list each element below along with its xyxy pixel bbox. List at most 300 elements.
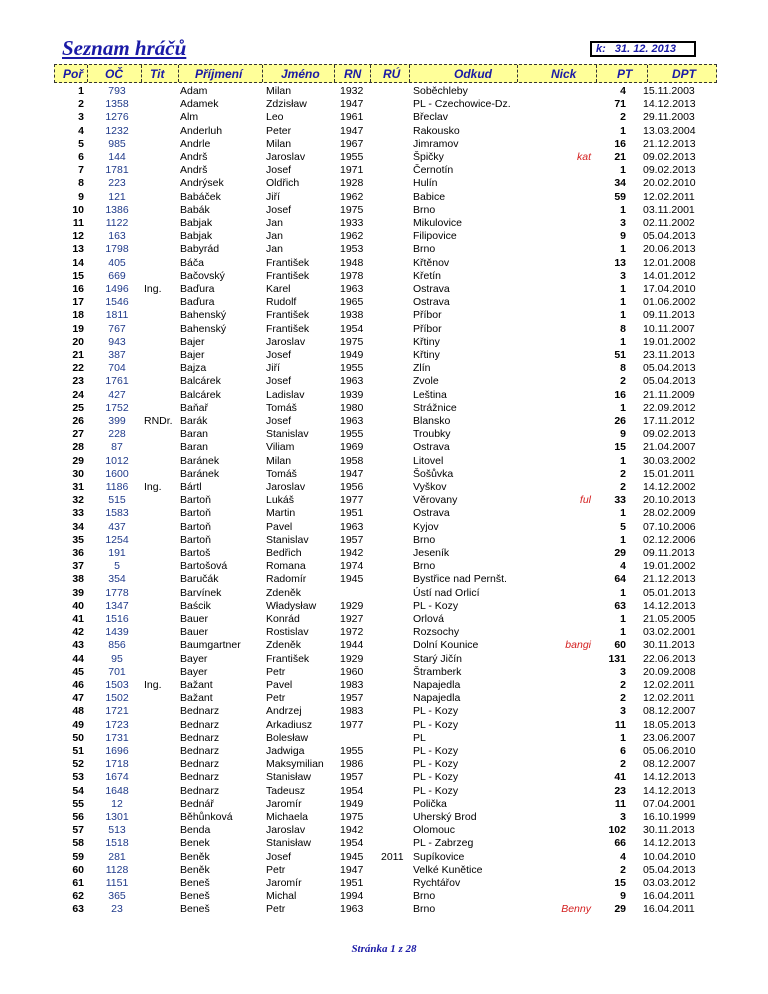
row-number: 24 xyxy=(72,388,84,401)
hometown: Brno xyxy=(413,890,436,903)
last-tournament-date: 09.02.2013 xyxy=(643,428,696,441)
first-name: Arkadiusz xyxy=(266,718,313,731)
birth-year: 1945 xyxy=(340,573,364,586)
table-row xyxy=(0,507,768,520)
player-id: 1546 xyxy=(105,296,129,309)
hometown: Šošůvka xyxy=(413,467,454,480)
row-number: 18 xyxy=(72,309,84,322)
first-name: Josef xyxy=(266,375,292,388)
first-name: Viliam xyxy=(266,441,295,454)
player-id: 1502 xyxy=(105,692,129,705)
tournament-count: 2 xyxy=(620,375,626,388)
first-name: Andrzej xyxy=(266,705,302,718)
surname: Bednarz xyxy=(180,705,220,718)
player-id: 1232 xyxy=(105,124,129,137)
tournament-count: 64 xyxy=(614,573,626,586)
hometown: PL - Kozy xyxy=(413,599,459,612)
row-number: 51 xyxy=(72,745,84,757)
surname: Baumgartner xyxy=(180,639,241,652)
surname: Barvínek xyxy=(180,586,222,599)
page-title: Seznam hráčů xyxy=(62,36,187,60)
surname: Bartoň xyxy=(180,494,211,507)
table-row xyxy=(0,177,768,190)
tournament-count: 4 xyxy=(620,850,626,863)
row-number: 38 xyxy=(72,573,84,586)
first-name: Maksymilian xyxy=(266,758,324,771)
birth-year: 1933 xyxy=(340,217,364,229)
first-name: Rudolf xyxy=(266,296,297,309)
first-name: Stanisław xyxy=(266,771,311,784)
birth-year: 1955 xyxy=(340,151,364,163)
hometown: Babice xyxy=(413,190,446,203)
last-tournament-date: 07.04.2001 xyxy=(643,797,696,810)
last-tournament-date: 03.11.2001 xyxy=(643,203,695,216)
surname: Baran xyxy=(180,428,209,441)
tournament-count: 41 xyxy=(614,771,626,784)
table-row xyxy=(0,494,768,507)
hometown: Napajedla xyxy=(413,679,461,691)
surname: Běhůnková xyxy=(180,811,233,823)
player-id: 669 xyxy=(108,269,126,282)
table-row xyxy=(0,547,768,560)
birth-year: 1963 xyxy=(340,903,364,916)
table-row xyxy=(0,877,768,890)
table-row xyxy=(0,257,768,270)
tournament-count: 11 xyxy=(614,718,626,731)
player-id: 191 xyxy=(108,547,126,559)
tournament-count: 15 xyxy=(614,877,626,889)
hometown: Zvole xyxy=(413,375,439,388)
row-number: 50 xyxy=(72,731,84,744)
hometown: PL - Kozy xyxy=(413,758,459,771)
row-number: 35 xyxy=(72,533,84,546)
first-name: Stanislav xyxy=(266,428,309,441)
header-prijmeni: Příjmení xyxy=(195,67,243,81)
row-number: 9 xyxy=(78,190,84,203)
birth-year: 1944 xyxy=(340,639,364,652)
first-name: Jaromír xyxy=(266,797,302,810)
header-rn: RN xyxy=(344,67,362,81)
tournament-count: 9 xyxy=(620,428,626,441)
table-row xyxy=(0,270,768,283)
last-tournament-date: 09.11.2013 xyxy=(643,547,695,559)
hometown: Supíkovice xyxy=(413,850,465,863)
row-number: 10 xyxy=(72,203,84,216)
surname: Bártl xyxy=(180,481,202,493)
surname: Babyrád xyxy=(180,243,220,256)
hometown: Strážnice xyxy=(413,401,457,414)
first-name: Bedřich xyxy=(266,547,302,559)
birth-year: 1928 xyxy=(340,177,364,190)
last-tournament-date: 10.04.2010 xyxy=(643,850,696,863)
birth-year: 1994 xyxy=(340,890,364,903)
header-por: Poř xyxy=(63,67,84,81)
last-tournament-date: 30.11.2013 xyxy=(643,824,695,837)
hometown: Špičky xyxy=(413,151,444,163)
table-row xyxy=(0,309,768,322)
surname: Baran xyxy=(180,441,209,454)
first-name: Josef xyxy=(266,415,292,427)
table-row xyxy=(0,428,768,441)
table-row xyxy=(0,851,768,864)
last-tournament-date: 01.06.2002 xyxy=(643,296,696,309)
hometown: Břeclav xyxy=(413,111,449,124)
surname: Baránek xyxy=(180,467,220,480)
last-tournament-date: 19.01.2002 xyxy=(643,335,696,348)
birth-year: 1947 xyxy=(340,863,364,876)
tournament-count: 3 xyxy=(620,811,626,823)
table-row xyxy=(0,587,768,600)
last-tournament-date: 09.02.2013 xyxy=(643,164,696,177)
last-tournament-date: 14.12.2013 xyxy=(643,784,696,797)
birth-year: 1955 xyxy=(340,362,364,375)
hometown: Dolní Kounice xyxy=(413,639,479,652)
table-row xyxy=(0,692,768,705)
player-id: 1496 xyxy=(105,283,129,295)
tournament-count: 1 xyxy=(620,626,626,639)
birth-year: 1971 xyxy=(340,164,364,177)
first-name: Josef xyxy=(266,349,292,361)
header-odkud: Odkud xyxy=(454,67,492,81)
table-row xyxy=(0,85,768,98)
row-number: 6 xyxy=(78,151,84,163)
player-id: 1301 xyxy=(105,811,129,823)
tournament-count: 4 xyxy=(620,560,626,573)
hometown: Kyjov xyxy=(413,520,439,533)
hometown: Ostrava xyxy=(413,296,450,309)
surname: Beneš xyxy=(180,877,210,889)
death-year: 2011 xyxy=(381,850,404,863)
hometown: PL - Czechowice-Dz. xyxy=(413,98,511,111)
birth-year: 1956 xyxy=(340,481,364,493)
tournament-count: 26 xyxy=(614,415,626,427)
row-number: 34 xyxy=(72,520,84,533)
header-nick: Nick xyxy=(551,67,577,81)
tournament-count: 2 xyxy=(620,481,626,493)
player-id: 515 xyxy=(108,494,126,507)
table-row xyxy=(0,639,768,652)
hometown: Brno xyxy=(413,203,436,216)
last-tournament-date: 14.12.2013 xyxy=(643,771,696,784)
last-tournament-date: 15.11.2003 xyxy=(643,85,695,97)
last-tournament-date: 08.12.2007 xyxy=(643,705,696,718)
row-number: 36 xyxy=(72,547,84,559)
last-tournament-date: 15.01.2011 xyxy=(643,467,695,480)
player-id: 1503 xyxy=(105,679,129,691)
last-tournament-date: 03.02.2001 xyxy=(643,626,696,639)
tournament-count: 29 xyxy=(614,547,626,559)
surname: Bartoň xyxy=(180,520,211,533)
tournament-count: 1 xyxy=(620,164,626,177)
date-value: 31. 12. 2013 xyxy=(614,43,677,55)
first-name: Josef xyxy=(266,164,292,177)
player-id: 1731 xyxy=(105,731,129,744)
last-tournament-date: 16.04.2011 xyxy=(643,890,695,903)
table-row xyxy=(0,771,768,784)
first-name: Leo xyxy=(266,111,284,124)
player-id: 437 xyxy=(108,520,126,533)
table-row xyxy=(0,362,768,375)
title: RNDr. xyxy=(144,415,173,427)
last-tournament-date: 14.12.2013 xyxy=(643,98,696,111)
hometown: PL - Kozy xyxy=(413,705,459,718)
last-tournament-date: 29.11.2003 xyxy=(643,111,695,124)
player-id: 1811 xyxy=(105,309,129,322)
hometown: Vyškov xyxy=(413,481,447,493)
hometown: PL xyxy=(413,731,426,744)
tournament-count: 3 xyxy=(620,665,626,678)
row-number: 19 xyxy=(72,322,84,335)
first-name: Jiří xyxy=(266,362,280,375)
birth-year: 1942 xyxy=(340,824,364,837)
birth-year: 1962 xyxy=(340,230,364,243)
first-name: Tomáš xyxy=(266,467,297,480)
last-tournament-date: 30.03.2002 xyxy=(643,454,696,467)
player-id: 1516 xyxy=(105,613,129,625)
nickname: bangi xyxy=(565,639,591,652)
player-id: 405 xyxy=(108,256,126,269)
table-row xyxy=(0,415,768,428)
surname: Bahenský xyxy=(180,309,227,322)
surname: Bednarz xyxy=(180,731,220,744)
player-id: 1254 xyxy=(105,533,129,546)
player-id: 793 xyxy=(108,85,126,97)
surname: Bartoň xyxy=(180,507,211,520)
tournament-count: 1 xyxy=(620,613,626,625)
tournament-count: 2 xyxy=(620,679,626,691)
table-row xyxy=(0,455,768,468)
table-row xyxy=(0,811,768,824)
hometown: Hulín xyxy=(413,177,438,190)
birth-year: 1954 xyxy=(340,837,364,850)
birth-year: 1960 xyxy=(340,665,364,678)
row-number: 17 xyxy=(72,296,84,309)
hometown: Litovel xyxy=(413,454,444,467)
surname: Bajer xyxy=(180,349,205,361)
player-id: 1600 xyxy=(105,467,129,480)
first-name: František xyxy=(266,322,310,335)
table-row xyxy=(0,903,768,916)
first-name: Pavel xyxy=(266,679,293,691)
tournament-count: 15 xyxy=(614,441,626,454)
surname: Adam xyxy=(180,85,208,97)
surname: Adamek xyxy=(180,98,219,111)
table-row xyxy=(0,705,768,718)
table-row xyxy=(0,653,768,666)
tournament-count: 1 xyxy=(620,586,626,599)
first-name: Peter xyxy=(266,124,292,137)
player-id: 1276 xyxy=(105,111,129,124)
surname: Babáček xyxy=(180,190,221,203)
surname: Andrš xyxy=(180,164,208,177)
first-name: Bolesław xyxy=(266,731,309,744)
last-tournament-date: 10.11.2007 xyxy=(643,322,695,335)
row-number: 1 xyxy=(78,85,84,97)
player-id: 1012 xyxy=(105,454,129,467)
row-number: 41 xyxy=(72,613,84,625)
surname: Andrle xyxy=(180,137,211,150)
tournament-count: 9 xyxy=(620,230,626,243)
hometown: Brno xyxy=(413,533,436,546)
player-id: 856 xyxy=(108,639,126,652)
hometown: Polička xyxy=(413,797,447,810)
date-box xyxy=(590,41,696,57)
table-row xyxy=(0,745,768,758)
last-tournament-date: 28.02.2009 xyxy=(643,507,696,520)
row-number: 40 xyxy=(72,599,84,612)
hometown: Ostrava xyxy=(413,283,450,295)
row-number: 5 xyxy=(78,137,84,150)
hometown: Rychtářov xyxy=(413,877,461,889)
hometown: Filipovice xyxy=(413,230,457,243)
last-tournament-date: 20.02.2010 xyxy=(643,177,696,190)
birth-year: 1949 xyxy=(340,797,364,810)
row-number: 2 xyxy=(78,98,84,111)
row-number: 3 xyxy=(78,111,84,124)
last-tournament-date: 21.12.2013 xyxy=(643,573,696,586)
tournament-count: 131 xyxy=(608,652,626,665)
table-row xyxy=(0,375,768,388)
last-tournament-date: 20.06.2013 xyxy=(643,243,696,256)
first-name: Lukáš xyxy=(266,494,295,507)
player-id: 1358 xyxy=(105,98,129,111)
player-id: 144 xyxy=(108,151,126,163)
last-tournament-date: 21.05.2005 xyxy=(643,613,696,625)
surname: Baňař xyxy=(180,401,209,414)
row-number: 45 xyxy=(72,665,84,678)
birth-year: 1957 xyxy=(340,692,364,705)
first-name: Jaroslav xyxy=(266,481,306,493)
surname: Bednarz xyxy=(180,758,220,771)
surname: Bahenský xyxy=(180,322,227,335)
first-name: Jadwiga xyxy=(266,745,305,757)
hometown: Rozsochy xyxy=(413,626,460,639)
row-number: 21 xyxy=(72,349,84,361)
birth-year: 1953 xyxy=(340,243,364,256)
birth-year: 1962 xyxy=(340,190,364,203)
table-row xyxy=(0,217,768,230)
hometown: Brno xyxy=(413,243,436,256)
player-id: 1583 xyxy=(105,507,129,520)
surname: Andrýsek xyxy=(180,177,224,190)
hometown: Brno xyxy=(413,903,436,916)
player-id: 943 xyxy=(108,335,126,348)
birth-year: 1965 xyxy=(340,296,364,309)
birth-year: 1963 xyxy=(340,375,364,388)
surname: Babjak xyxy=(180,230,213,243)
last-tournament-date: 22.06.2013 xyxy=(643,652,696,665)
row-number: 13 xyxy=(72,243,84,256)
table-row xyxy=(0,600,768,613)
first-name: Jaroslav xyxy=(266,151,306,163)
birth-year: 1969 xyxy=(340,441,364,454)
first-name: Zdeněk xyxy=(266,586,302,599)
last-tournament-date: 21.04.2007 xyxy=(643,441,696,454)
last-tournament-date: 07.10.2006 xyxy=(643,520,696,533)
table-row xyxy=(0,402,768,415)
header-tit: Tit xyxy=(150,67,165,81)
surname: Bačovský xyxy=(180,269,225,282)
surname: Bauer xyxy=(180,613,209,625)
tournament-count: 13 xyxy=(614,256,626,269)
tournament-count: 16 xyxy=(614,388,626,401)
first-name: Michaela xyxy=(266,811,309,823)
hometown: Leština xyxy=(413,388,447,401)
header-dpt: DPT xyxy=(672,67,696,81)
table-row xyxy=(0,521,768,534)
last-tournament-date: 14.12.2013 xyxy=(643,837,696,850)
table-row xyxy=(0,164,768,177)
tournament-count: 1 xyxy=(620,124,626,137)
tournament-count: 21 xyxy=(614,151,626,163)
last-tournament-date: 23.06.2007 xyxy=(643,731,696,744)
tournament-count: 51 xyxy=(614,349,626,361)
table-row xyxy=(0,785,768,798)
birth-year: 1967 xyxy=(340,137,364,150)
birth-year: 1983 xyxy=(340,705,364,718)
row-number: 8 xyxy=(78,177,84,190)
table-row xyxy=(0,666,768,679)
first-name: Josef xyxy=(266,203,292,216)
row-number: 62 xyxy=(72,890,84,903)
surname: Beneš xyxy=(180,903,210,916)
hometown: Ústí nad Orlicí xyxy=(413,586,480,599)
title: Ing. xyxy=(144,481,162,493)
hometown: Rakousko xyxy=(413,124,460,137)
table-row xyxy=(0,111,768,124)
row-number: 27 xyxy=(72,428,84,441)
surname: Bajza xyxy=(180,362,207,375)
date-label: k: xyxy=(596,43,606,55)
player-id: 1151 xyxy=(105,877,129,889)
player-id: 354 xyxy=(108,573,126,586)
hometown: Příbor xyxy=(413,309,442,322)
surname: Barák xyxy=(180,415,208,427)
player-id: 387 xyxy=(108,349,126,361)
first-name: Petr xyxy=(266,665,286,678)
last-tournament-date: 09.02.2013 xyxy=(643,151,696,163)
hometown: PL - Zabrzeg xyxy=(413,837,474,850)
birth-year: 1963 xyxy=(340,283,364,295)
tournament-count: 3 xyxy=(620,269,626,282)
table-row xyxy=(0,336,768,349)
tournament-count: 63 xyxy=(614,599,626,612)
last-tournament-date: 21.11.2009 xyxy=(643,388,695,401)
table-row xyxy=(0,230,768,243)
surname: Bednarz xyxy=(180,718,220,731)
surname: Benda xyxy=(180,824,211,837)
hometown: Blansko xyxy=(413,415,451,427)
first-name: Petr xyxy=(266,863,286,876)
surname: Baránek xyxy=(180,454,220,467)
player-id: 1718 xyxy=(105,758,129,771)
player-id: 1721 xyxy=(105,705,129,718)
table-row xyxy=(0,151,768,164)
last-tournament-date: 05.04.2013 xyxy=(643,362,696,375)
table-row xyxy=(0,468,768,481)
last-tournament-date: 05.04.2013 xyxy=(643,230,696,243)
birth-year: 1942 xyxy=(340,547,364,559)
table-row xyxy=(0,204,768,217)
tournament-count: 23 xyxy=(614,784,626,797)
first-name: František xyxy=(266,256,310,269)
hometown: Uherský Brod xyxy=(413,811,477,823)
row-number: 29 xyxy=(72,454,84,467)
last-tournament-date: 18.05.2013 xyxy=(643,718,696,731)
birth-year: 1929 xyxy=(340,652,364,665)
hometown: Velké Kunětice xyxy=(413,863,483,876)
tournament-count: 8 xyxy=(620,362,626,375)
